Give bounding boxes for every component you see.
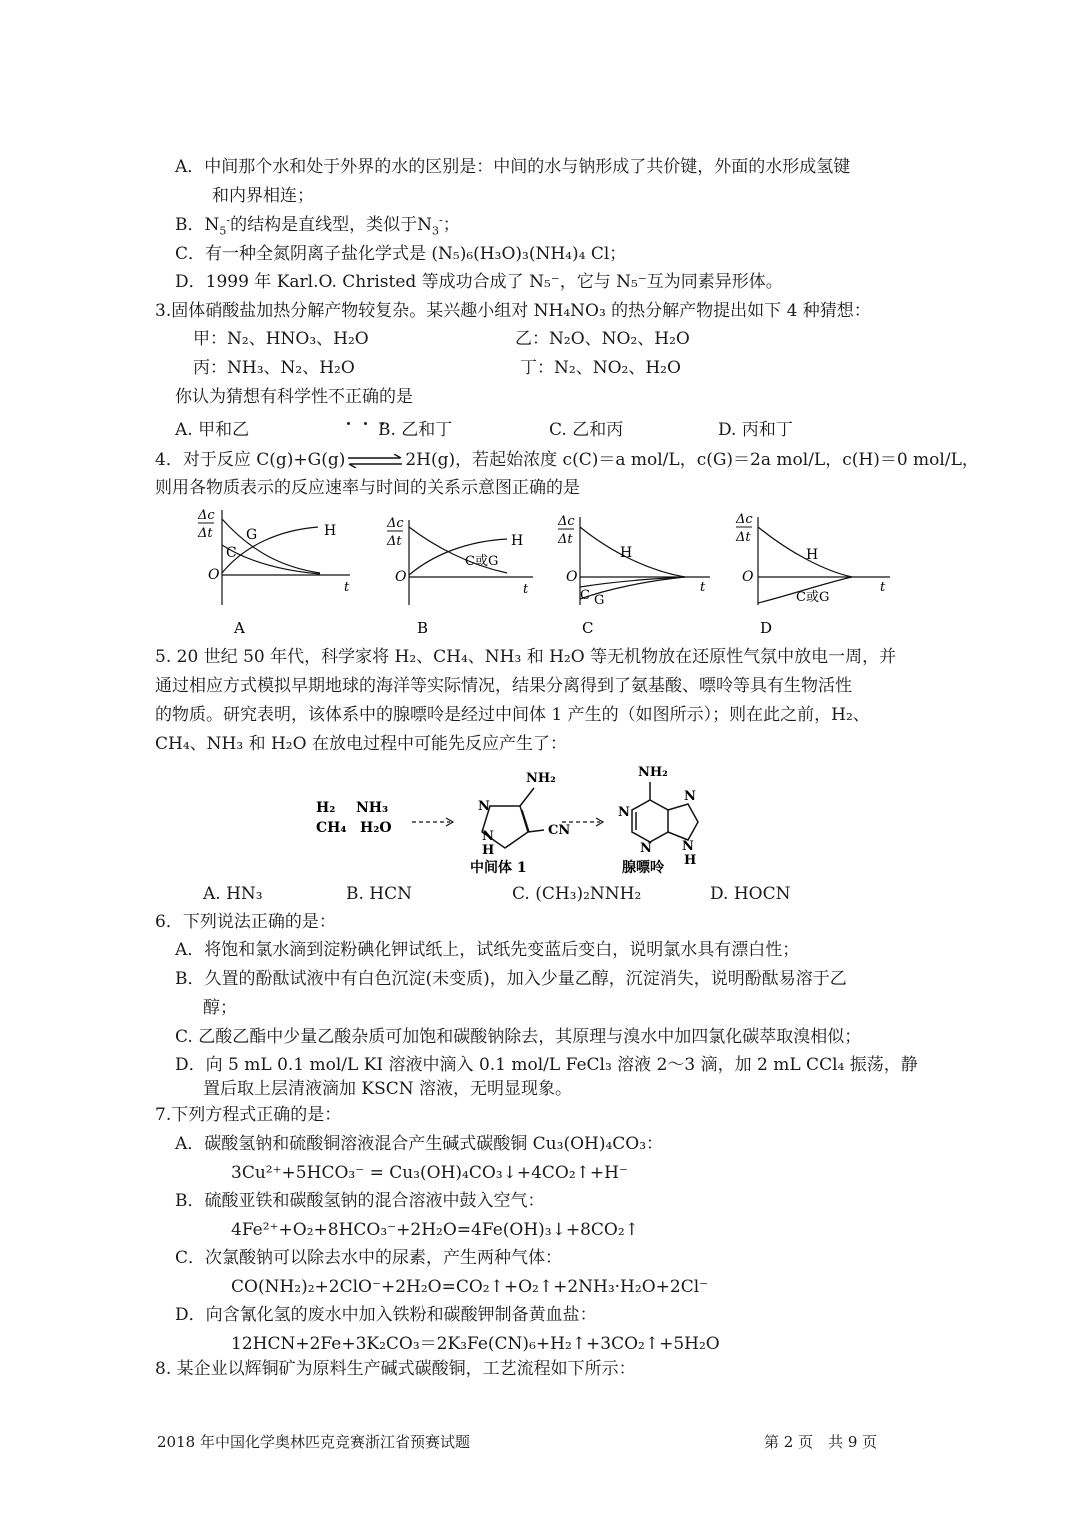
q3-guess-ding: 丁：N₂、NO₂、H₂O (520, 358, 681, 378)
q7-option-b-equation: 4Fe²⁺+O₂+8HCO₃⁻+2H₂O=4Fe(OH)₃↓+8CO₂↑ (231, 1220, 639, 1240)
panel-label-c: C (582, 619, 594, 637)
svg-text:H: H (511, 533, 524, 549)
q3-stem: 3.固体硝酸盐加热分解产物较复杂。某兴趣小组对 NH₄NO₃ 的热分解产物提出如下 4 种猜想： (155, 301, 871, 321)
panel-label-b: B (417, 619, 429, 637)
q5-line3: 的物质。研究表明，该体系中的腺嘌呤是经过中间体 1 产生的（如图所示）；则在此之前，H₂、 (155, 705, 870, 725)
q7-option-c: C．次氯酸钠可以除去水中的尿素，产生两种气体： (175, 1248, 563, 1268)
q3-guess-yi: 乙：N₂O、NO₂、H₂O (515, 329, 690, 349)
svg-text:H: H (482, 843, 495, 858)
q6-option-c: C. 乙酸乙酯中少量乙酸杂质可加饱和碳酸钠除去，其原理与溴水中加四氯化碳萃取溴相似； (175, 1027, 862, 1047)
ylabel-bottom: Δt (198, 526, 213, 541)
q4-stem: 4．对于反应 C(g)+G(g) 2H(g)，若起始浓度 c(C)＝a mol/L，c(G)＝2a mol/L，c(H)＝0 mol/L， (155, 450, 979, 470)
rate-graph-d (735, 512, 890, 637)
reactant-nh3: NH₃ (356, 800, 389, 816)
svg-text:H: H (620, 545, 633, 561)
label-h: H (324, 523, 337, 539)
q5-line4: CH₄、NH₃ 和 H₂O 在放电过程中可能先反应产生了： (155, 734, 567, 754)
adenine-scheme-figure (300, 760, 740, 880)
adenine-label: 腺嘌呤 (622, 860, 664, 876)
q3-question: 你认为猜想有科学性不正确的是 (175, 387, 413, 407)
label-c: C (226, 545, 237, 561)
q6-option-b-line2: 醇； (203, 998, 237, 1018)
q7-option-a: A．碳酸氢钠和硫酸铜溶液混合产生碱式碳酸铜 Cu₃(OH)₄CO₃： (175, 1134, 664, 1154)
svg-text:t: t (523, 582, 529, 597)
svg-text:O: O (395, 569, 407, 585)
q7-option-d-equation: 12HCN+2Fe+3K₂CO₃＝2K₃Fe(CN)₆+H₂↑+3CO₂↑+5H₂O (231, 1334, 720, 1354)
q4-stem-2: 则用各物质表示的反应速率与时间的关系示意图正确的是 (155, 478, 580, 498)
q2-option-d: D．1999 年 Karl.O. Christed 等成功合成了 N₅⁻，它与 N₅⁻互为同素异形体。 (175, 272, 783, 292)
q6-option-d-line2: 置后取上层清液滴加 KSCN 溶液，无明显现象。 (203, 1079, 573, 1099)
q3-option-a: A. 甲和乙 (175, 420, 250, 440)
svg-text:H: H (806, 547, 819, 563)
footer-title: 2018 年中国化学奥林匹克竞赛浙江省预赛试题 (157, 1433, 470, 1451)
svg-text:O: O (566, 569, 578, 585)
reactant-h2o: H₂O (360, 820, 392, 836)
reactant-h2: H₂ (316, 800, 336, 816)
rate-graph-c (557, 514, 710, 637)
footer-page-number: 第 2 页 共 9 页 (764, 1433, 878, 1451)
q3-guess-bing: 丙：NH₃、N₂、H₂O (193, 358, 355, 378)
q7-option-b: B．硫酸亚铁和碳酸氢钠的混合溶液中鼓入空气： (175, 1191, 545, 1211)
equilibrium-arrow-icon (346, 454, 404, 468)
q3-option-d: D. 丙和丁 (718, 420, 793, 440)
svg-text:Δc: Δc (387, 516, 404, 531)
svg-text:N: N (618, 805, 630, 820)
q5-option-b: B. HCN (346, 884, 413, 904)
svg-text:Δc: Δc (736, 512, 753, 527)
t-label: t (344, 580, 350, 595)
svg-text:Δt: Δt (387, 534, 402, 549)
q2-option-b: B．$N_5^-$的结构是直线型，类似于$N_3^-$； (175, 213, 460, 238)
rate-graph-b (386, 516, 533, 637)
panel-label-d: D (760, 619, 773, 637)
q6-option-d-line1: D．向 5 mL 0.1 mol/L KI 溶液中滴入 0.1 mol/L FeCl₃ 溶液 2～3 滴，加 2 mL CCl₄ 振荡，静 (175, 1055, 918, 1075)
svg-text:NH₂: NH₂ (526, 771, 556, 786)
svg-text:O: O (742, 569, 754, 585)
q5-line1: 5. 20 世纪 50 年代，科学家将 H₂、CH₄、NH₃ 和 H₂O 等无机物放在还原性气氛中放电一周，并 (155, 647, 897, 667)
svg-text:N: N (482, 829, 494, 844)
svg-text:G: G (594, 593, 605, 608)
panel-label-a: A (234, 619, 245, 637)
q5-option-c: C. (CH₃)₂NNH₂ (512, 884, 642, 904)
svg-text:C或G: C或G (796, 590, 830, 605)
q6-option-a: A．将饱和氯水滴到淀粉碘化钾试纸上，试纸先变蓝后变白，说明氯水具有漂白性； (175, 940, 800, 960)
origin-label: O (208, 567, 220, 583)
svg-text:t: t (880, 580, 886, 595)
rate-graph-a (197, 508, 350, 637)
rate-graphs-figure (190, 505, 910, 645)
q2-option-a-line1: A．中间那个水和处于外界的水的区别是：中间的水与钠形成了共价键，外面的水形成氢键 (175, 157, 851, 177)
q3-option-c: C. 乙和丙 (549, 420, 624, 440)
q6-option-b-line1: B．久置的酚酞试液中有白色沉淀(未变质)，加入少量乙醇，沉淀消失，说明酚酞易溶于乙 (175, 969, 847, 989)
q3-guess-jia: 甲：N₂、HNO₃、H₂O (193, 329, 369, 349)
q6-stem: 6．下列说法正确的是： (155, 912, 336, 932)
svg-text:NH₂: NH₂ (638, 765, 668, 780)
label-g: G (246, 527, 258, 543)
svg-text:C或G: C或G (465, 554, 499, 569)
q5-line2: 通过相应方式模拟早期地球的海洋等实际情况，结果分离得到了氨基酸、嘌呤等具有生物活性 (155, 676, 852, 696)
svg-text:N: N (682, 839, 694, 854)
svg-text:N: N (640, 841, 652, 856)
q7-option-d: D．向含氰化氢的废水中加入铁粉和碳酸钾制备黄血盐： (175, 1305, 597, 1325)
q7-option-c-equation: CO(NH₂)₂+2ClO⁻+2H₂O=CO₂↑+O₂↑+2NH₃·H₂O+2Cl⁻ (231, 1277, 709, 1297)
svg-text:Δc: Δc (558, 514, 575, 529)
q5-option-a: A. HN₃ (203, 884, 263, 904)
q3-option-b: B. 乙和丁 (378, 420, 453, 440)
svg-text:N: N (478, 799, 490, 814)
svg-text:Δt: Δt (558, 532, 573, 547)
svg-text:Δt: Δt (736, 530, 751, 545)
q7-stem: 7.下列方程式正确的是： (155, 1105, 342, 1125)
q2-option-c: C．有一种全氮阴离子盐化学式是 (N₅)₆(H₃O)₃(NH₄)₄ Cl； (175, 244, 627, 264)
q5-option-d: D. HOCN (710, 884, 791, 904)
q7-option-a-equation: 3Cu²⁺+5HCO₃⁻ = Cu₃(OH)₄CO₃↓+4CO₂↑+H⁻ (231, 1163, 628, 1183)
svg-text:t: t (700, 580, 706, 595)
ylabel-top: Δc (198, 508, 215, 523)
q8-stem: 8. 某企业以辉铜矿为原料生产碱式碳酸铜，工艺流程如下所示： (155, 1359, 636, 1379)
svg-text:C: C (580, 588, 590, 603)
q2-option-a-line2: 和内界相连； (212, 186, 314, 206)
intermediate-1-label: 中间体 1 (470, 860, 527, 876)
svg-text:H: H (684, 853, 697, 868)
svg-text:N: N (684, 789, 696, 804)
reactant-ch4: CH₄ (316, 820, 347, 836)
svg-text:CN: CN (548, 823, 571, 838)
